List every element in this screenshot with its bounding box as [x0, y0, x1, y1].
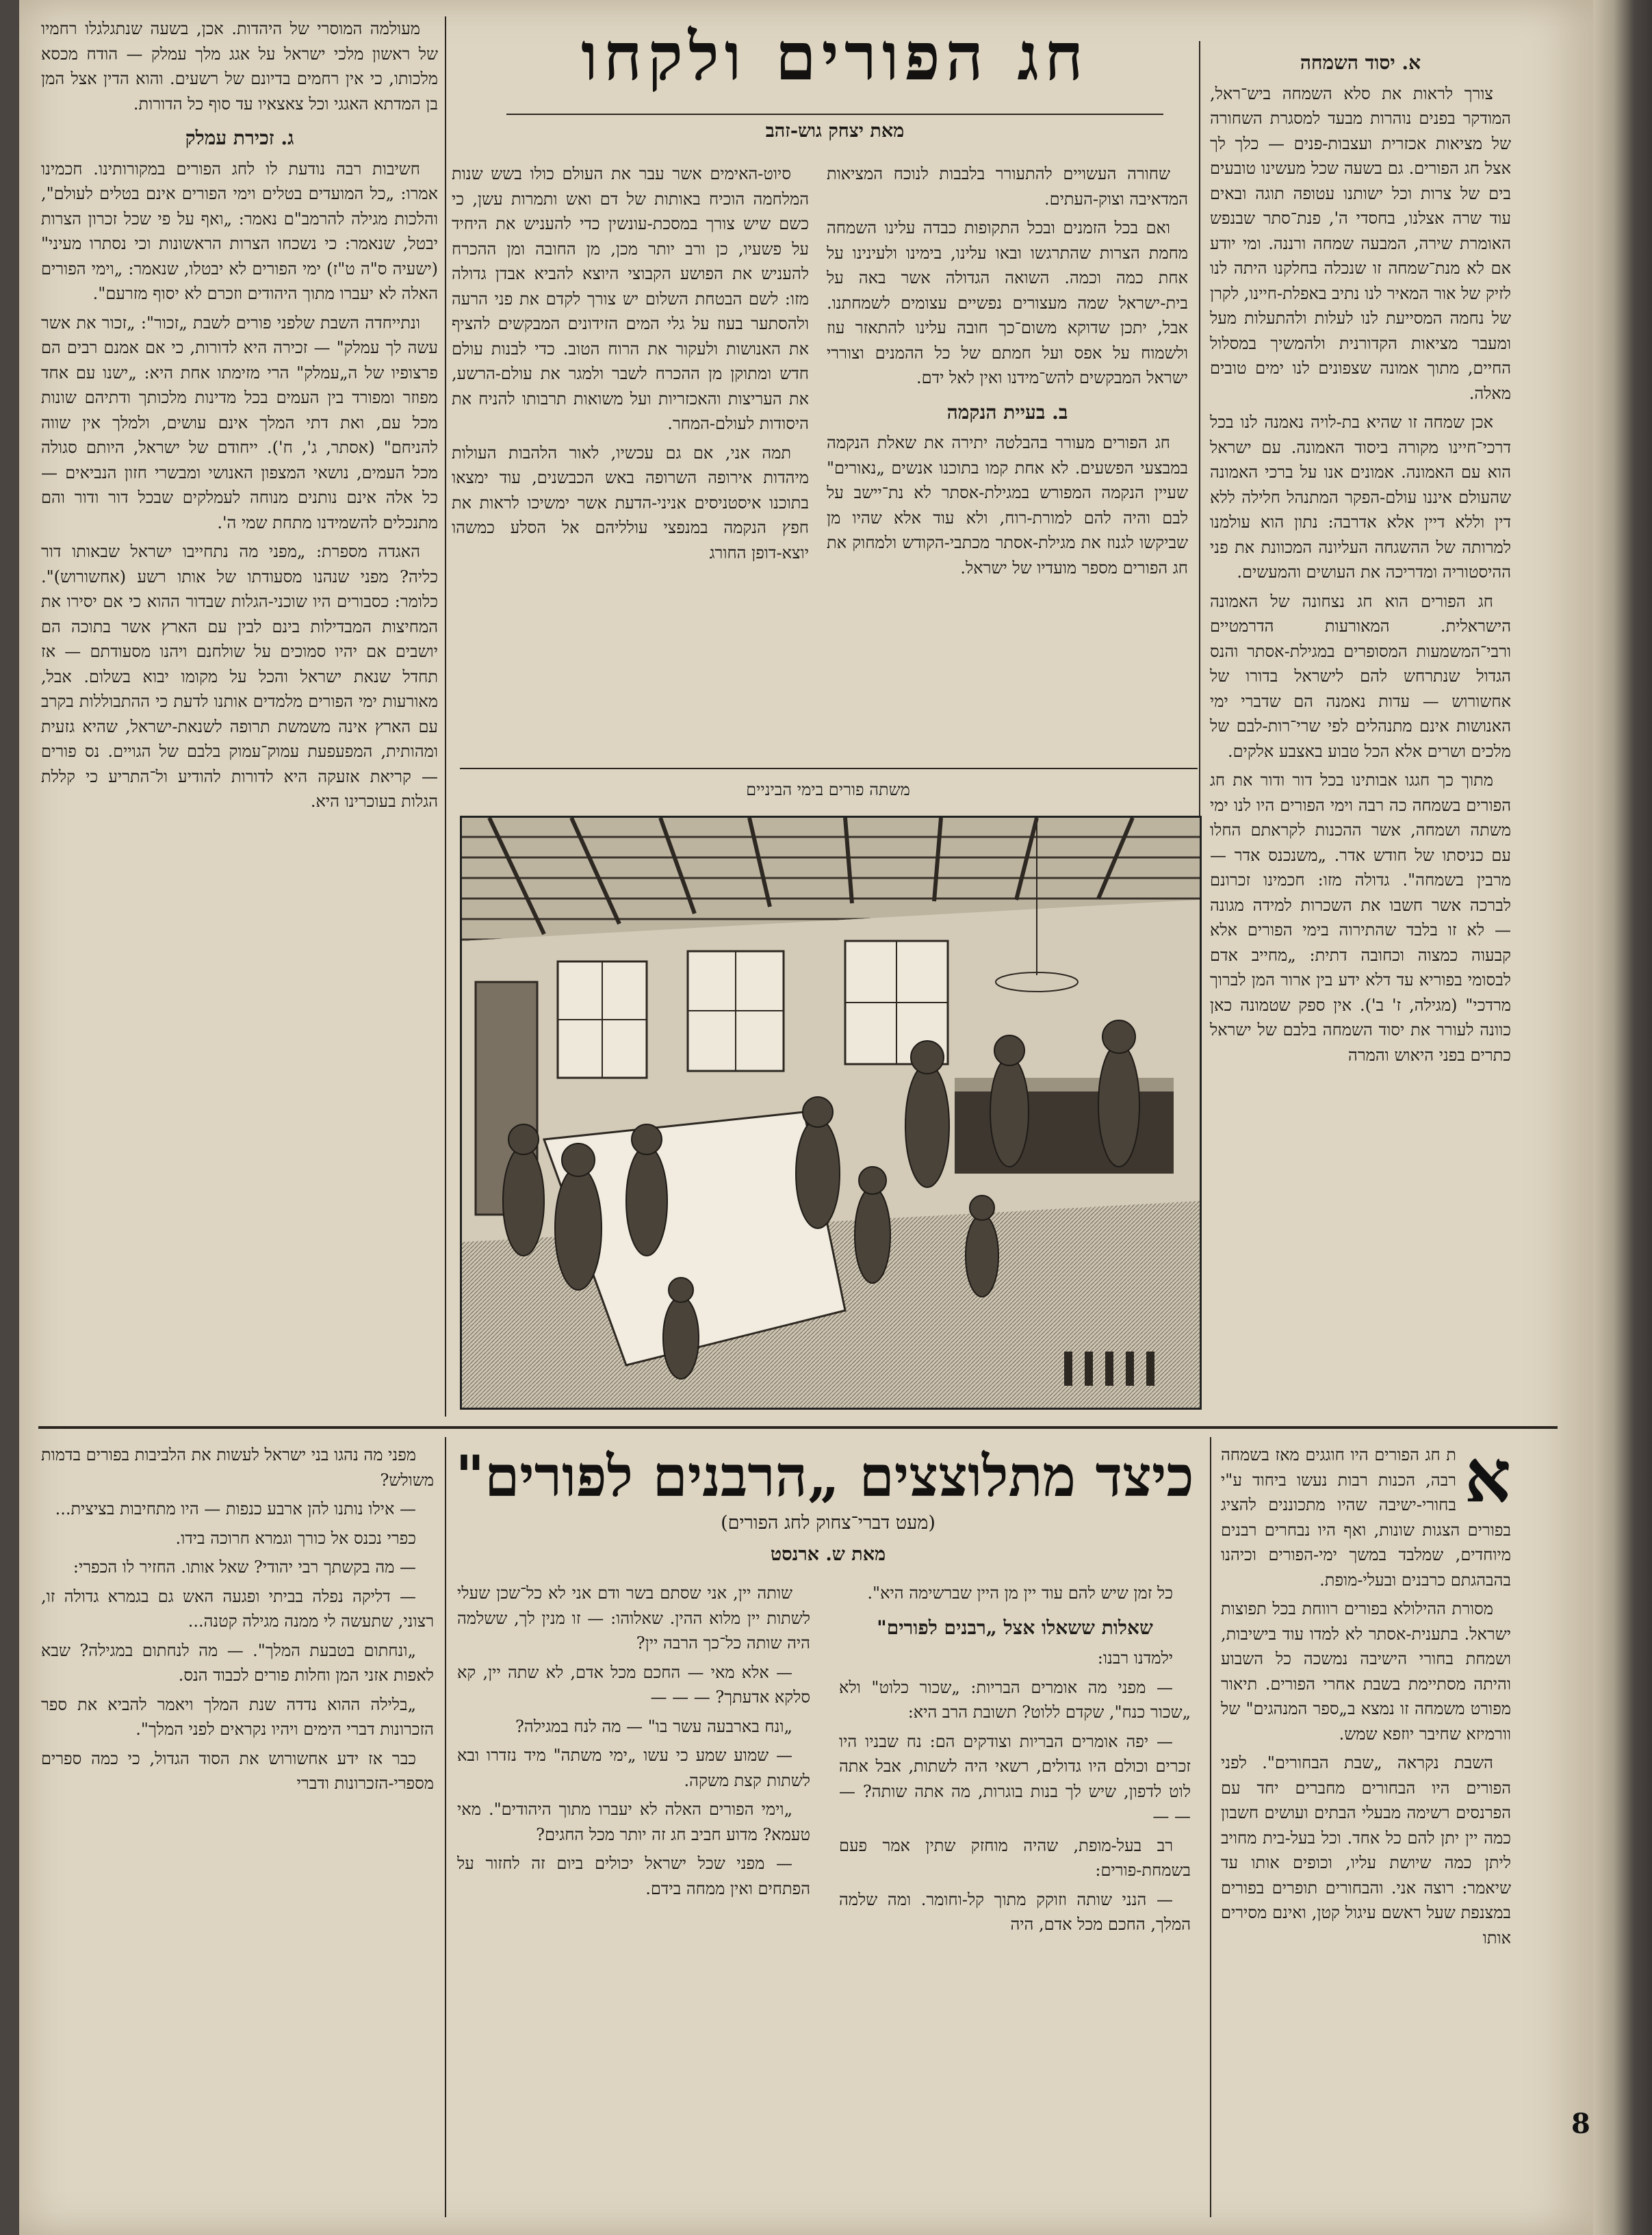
paragraph: רב בעל-מופת, שהיה מוחזק שתין אמר פעם בשמחת-פורים:: [839, 1835, 1191, 1880]
paragraph: „וימי הפורים האלה לא יעברו מתוך היהודים". מאי טעמא? מדוע חביב חג זה יותר מכל החגים?: [457, 1800, 810, 1844]
article2-byline: מאת ש. ארנסט: [770, 1544, 886, 1565]
paragraph: [1221, 1443, 1511, 1592]
paragraph: — אלא מאי — החכם מכל אדם, לא שתה יין, קא סלקא אדעתך? — — —: [457, 1662, 810, 1707]
paragraph: מעולמה המוסרי של היהדות. אכן, בשעה שנתגלגלו רחמיו של ראשון מלכי ישראל על אגג מלך עמלק — הודח מכסא מלכותו, כי אין רחמים בדיונם של רשעים. והוא הדין אצל המן בן המדתא האגגי וכל צאצאיו עד סוף כל הדורות.: [41, 19, 438, 114]
paragraph: „ונחתום בטבעת המלך". — מה לנחתום במגילה? שבא לאפות אזני המן וחלות פורים לכבוד הנס.: [41, 1640, 434, 1685]
paragraph: האגדה מספרת: „מפני מה נתחייבו ישראל שבאותו דור כליה? מפני שנהנו מסעודתו של אותו רשע (אחשורוש)". כלומר: כסבורים היו שוכני-הגלות שבדור ההוא כי אם יסירו את המחיצות המבדילות בינם לבין עם הארץ אשר בתוכה הם יושבים אם יהיו סמוכים על שולחנם ויהנו מסעודתם — אז תחדל שנאת ישראל והכל על מקומו יבוא בשלום. אבל, מאורעות ימי הפורים מלמדים אותנו לדעת כי ההתבוללות בקרב עם הארץ אינה משמשת תרופה לשנאת-ישראל, שהיא גזעית ומהותית, המפעפעת עמוק־עמוק בלבם של הגויים. נס פורים — קריאת אזעקה היא לדורות להודיע ול־התריע כי קללת הגלות בעוכרינו היא.: [41, 542, 438, 811]
paragraph: „בלילה ההוא נדדה שנת המלך ויאמר להביא את ספר הזכרונות דברי הימים ויהיו נקראים לפני המלך".: [41, 1694, 434, 1739]
paragraph: תמה אני, אם גם עכשיו, לאור הלהבות העולות מיהדות אירופה השרופה באש הכבשנים, עוד ימצאו בתוכנו איסטניסים אניני-הדעת אשר ימשיכו לראות את חפץ הנקמה במנפצי עולליהם אל הסלע כמשהו יוצא-דופן החורג: [452, 443, 809, 563]
article1-byline: מאת יצחק גוש-זהב: [765, 120, 905, 142]
paragraph: חג הפורים הוא חג נצחונה של האמונה הישראלית. המאורעות הדרמטיים ורבי־המשמעות המסופרים במגילת-אסתר והנס הגדול שנתרחש להם לישראל בדורו של אחשורוש — עדות נאמנה הם שדברי ימי האנושות אינם מתנהלים לפי שרי־רות-לבם של מלכים ושרים אלא הכל טבוע באצבע אלקים.: [1210, 591, 1511, 761]
page-edge: [1593, 0, 1652, 2235]
paragraph: ונתייחדה השבת שלפני פורים לשבת „זכור": „זכור את אשר עשה לך עמלק" — זכירה היא לדורות, כי אם אמנם רבים הם פרצופיו של ה„עמלק" הרי מזימתו אחת היא: „ישנו עם אחד מפוזר ומפורד בין העמים בכל מדינות מלכותך ודתיהם שונות מכל עם, ואת דתי המלך אינם עושים, ולמלך אין שווה להניחם" (אסתר, ג', ח'). ייחודם של ישראל, היותם סגולה מכל העמים, נושאי המצפון האנושי ומבשרי חזון הנביאים — כל אלה אינם נותנים מנוחה לעמלקים שבכל דור ודור והם מתנכלים להשמידנו מתחת שמי ה'.: [41, 313, 438, 532]
paragraph: מפני מה נהגו בני ישראל לעשות את הלביבות בפורים בדמות משולש?: [41, 1445, 434, 1490]
column-rule: [445, 16, 446, 1417]
article1-column-4: [41, 16, 438, 1417]
paragraph: כבר אז ידע אחשורוש את הסוד הגדול, כי כמה ספרים מספרי-הזכרונות ודברי: [41, 1748, 434, 1793]
paragraph: כפרי נכנס אל כורך וגמרא חרוכה בידו.: [175, 1528, 416, 1548]
paragraph: — מה בקשתך רבי יהודי? שאל אותו. החזיר לו הכפרי:: [73, 1558, 416, 1577]
paragraph: ילמדנו רבנו:: [1097, 1649, 1173, 1668]
paragraph: — דליקה נפלה בביתי ופגעה האש גם בגמרא גדולה זו, רצוני, שתעשה לי ממנה מגילה קטנה...: [41, 1586, 434, 1631]
paragraph: מתוך כך חגגו אבותינו בכל דור ודור את חג הפורים בשמחה כה רבה וימי הפורים היו לנו ימי משתה ושמחה, אשר ההכנות לקראתם החלו עם כניסתו של חודש אדר. „משנכנס אדר — מרבין בשמחה". גדולה מזו: חכמינו זכרונם לברכה אשר חשבו את השכרות למידה מגונה — לא זו בלבד שהתירוה בימי הפורים אלא קבעוה כמצוה וכחובה דתית: „מחייב אדם לבסומי בפוריא עד דלא ידע בין ארור המן לברוך מרדכי" (מגילה, ז' ב'). אין ספק שטמונה כאן כוונה לעורר את יסוד השמחה בלבם של ישראל כתרים בפני היאוש והמרה: [1210, 771, 1511, 1065]
paragraph: השבת נקראה „שבת הבחורים". לפני הפורים היו הבחורים מחברים יחד עם הפרנסים רשימה מבעלי הבתים ועושים חשבון כמה יין יתן להם כל אחד. וכל בעל-בית מחויב ליתן כמה שיושת עליו, וכופים אותו עד שיאמר: רוצה אני. והבחורים תופרים בפורים במצנפת שעל ראשם עיגול קטן, ואינם מסירים אותו: [1221, 1753, 1511, 1948]
article1-column-1: [1210, 41, 1511, 1410]
article1-byline-rule: [506, 114, 1163, 115]
paragraph-text: ת חג הפורים היו חוגגים מאז בשמחה רבה, הכנות רבות נעשו ביחוד ע"י בחורי-ישיבה שהיו מתכוננים להציג בפורים הצגות שונות, ואף היו נבחרים רבנים מיוחדים, שמלבד במשך ימי-הפורים וכיהנו בהבהגתם כרבנים ובעלי-מופת.: [1221, 1445, 1511, 1590]
paragraph: כל זמן שיש להם עוד יין מן היין שברשימה היא".: [867, 1584, 1173, 1603]
article2-title: כיצד מתלוצצים „הרבנים לפורים": [455, 1444, 1194, 1510]
paragraph: חג הפורים מעורר בהבלטה יתירה את שאלת הנקמה במבצעי הפשעים. לא אחת קמו בתוכנו אנשים „נאורים" שעיין הנקמה המפורש במגילת-אסתר לא נת־יישב על לבם והיה להם למורת-רוח, ולא עוד אלא שהיו מן שביקשו לגנוז את מגילת-אסתר מכתבי-הקודש ולמחוק את חג הפורים מספר מועדיו של ישראל.: [827, 433, 1188, 578]
image-top-rule: [460, 768, 1198, 769]
section-heading: שאלות ששאלו אצל „רבנים לפורים": [877, 1616, 1153, 1639]
column-rule: [445, 1437, 446, 2217]
paragraph: „ונח בארבעה עשר בו" — מה לנח במגילה?: [515, 1716, 792, 1736]
image-caption: משתה פורים בימי הביניים: [746, 780, 910, 799]
section-heading: ג. זכירת עמלק: [185, 127, 294, 149]
page-number: 8: [1571, 2108, 1590, 2140]
paragraph: — הנני שותה וזוקק מתוך קל-וחומר. ומה שלמה המלך, החכם מכל אדם, היה: [839, 1889, 1191, 1934]
paragraph: — יפה אומרים הבריות וצודקים הם: נח שבניו היו זכרים וכולם היו גדולים, רשאי היה לשתות, אבל אתה לוט לדפון, שיש לך בנות בוגרות, מה אתה שותה? — — —: [839, 1731, 1191, 1826]
article2-column-1: [1221, 1443, 1511, 2214]
section-heading: ב. בעיית הנקמה: [946, 400, 1068, 424]
paragraph: — מפני שכל ישראל יכולים ביום זה לחזור על הפתחים ואין ממחה בידם.: [457, 1854, 810, 1898]
article2-column-4: [41, 1443, 434, 2214]
paragraph: צורך לראות את סלא השמחה ביש־ראל, המודקר בפנים נוהרות מבעד למסגרת השחורה של מציאות אכזרית ועצבות-פנים — כלך לך אצל חג הפורים. גם בשעה שכל מעשינו טובעים בים של צרות וכל ישותנו עטופה תוגה ובאים עוד שרה אצלנו, בחסדי ה', פנת־סתר שבנפש האומרת שירה, המבעה שמחה ורננה. ומי יודע אם לא מנת־שמחה זו שנכלה בחלקנו היתה לנו לזיק של אור המאיר לנו נתיב באפלת-חיינו, לקרן של נחמה המסייעת לנו לעלות ולהתעלות מעל ומעבר מציאות הקדורנית ולהמשיך במסלול החיים, מתוך אמונה שצפונים לנו ימים טובים מאלה.: [1210, 83, 1511, 403]
article1-column-3: [452, 162, 809, 761]
paragraph: שחורה העשויים להתעורר בלבבות לנוכח המציאות המדאיבה וצוק-העתים.: [827, 164, 1188, 209]
article1-column-2: [827, 162, 1188, 761]
column-rule: [1210, 1437, 1211, 2217]
medieval-purim-feast-engraving: [460, 816, 1202, 1410]
paragraph: מסורת ההילולא בפורים רווחת בכל תפוצות ישראל. בתענית-אסתר לא למדו עוד בישיבות, ושמחת בחורי הישיבה נמשכה כל השבוע והיתה מסתיימת בשבת אחרי הפורים. תיאור מפורט משמחה זו נמצא ב„ספר המנהגים" של וורמיזא שחיבר יוזפא שמש.: [1221, 1599, 1511, 1744]
article2-column-2: [839, 1581, 1191, 2214]
paragraph: ואם בכל הזמנים ובכל התקופות כבדה עלינו השמחה מחמת הצרות שהתרגשו ובאו עלינו, בימינו ולעינינו על אחת כמה וכמה. השואה הגדולה אשר באה על בית-ישראל שמה מעצורים נפשיים עצומים לשמחתנו. אבל, יתכן שדוקא משום־כך חובה עלינו להתאזר עוז ולשמוח על אפס ועל חמתם של כל ההמנים וצוררי ישראל המבקשים להש־מידנו ואין לאל ידם.: [827, 218, 1188, 387]
paragraph: — מפני מה אומרים הבריות: „שכור כלוט" ולא „שכור כנח", שקדם ללוט? תשובת הרב היא:: [839, 1677, 1191, 1722]
paragraph: חשיבות רבה נודעת לו לחג הפורים במקורותינו. חכמינו אמרו: „כל המועדים בטלים וימי הפורים אינם בטלים לעולם", והלכות מגילה להרמב"ם נאמר: „ואף על פי שכל זכרון הצרות יבטל, שנאמר: כי נשכחו הצרות הראשונות וכי נסתרו מעיני" (ישעיה ס"ה ט"ז) ימי הפורים לא יבטלו, שנאמר: „וימי הפורים האלה לא יעברו מתוך היהודים וזכרם לא יסוף מזרעם".: [41, 159, 438, 303]
article2-subtitle: (מעט דברי־צחוק לחג הפורים): [721, 1512, 935, 1534]
article-divider-rule: [38, 1426, 1558, 1429]
paragraph: שותה יין, אני שסתם בשר ודם אני לא כל־שכן שעלי לשתות יין מלוא ההין. שאלוהו: — זו מנין לך, ששלמה היה שותה כל־כך הרבה יין?: [457, 1584, 810, 1653]
drop-cap: א: [1464, 1443, 1511, 1519]
paragraph: — שמוע שמע כי עשו „ימי משתה" מיד נזדרו ובא לשתות קצת משקה.: [457, 1746, 810, 1790]
article2-column-3: [457, 1581, 810, 2214]
paragraph: — אילו נותנו להן ארבע כנפות — היו מתחיבות בציצית...: [55, 1499, 416, 1519]
article1-title: חג הפורים ולקחו: [581, 18, 1089, 95]
paragraph: סיוט-האימים אשר עבר את העולם כולו בשש שנות המלחמה הוכיח באותות של דם ואש ותמרות עשן, כי כשם שיש צורך במסכת-עונשין כדי להעניש את היחיד על פשעיו, כן ורב יותר מכן, מן החובה ומן ההכרח להעניש את הפושע הקבוצי היוצא להביא אבדן גדולה מזו: לשם הבטחת השלום יש צורך לקדם את פני הרעה ולהסתער בעוז על גלי המים הזידונים המבקשים להציף את האנושות ולעקור את הרוח הטוב. כדי לבנות עולם חדש ומתוקן מן ההכרח לשבר ולמגר את עולם-הרשע, את העריצות והאכזריות ועל משואות תרבותו להניח את היסודות לעולם-המחר.: [452, 164, 809, 433]
section-heading: א. יסוד השמחה: [1300, 51, 1421, 74]
paragraph: אכן שמחה זו שהיא בת-לויה נאמנה לנו בכל דרכי־חיינו מקורה ביסוד האמונה. עם ישראל הוא עם האמונה. אמונים אנו על ברכי האמונה שהעולם איננו עולם-הפקר המתנהל חלילה ללא דין וללא דיין אלא אדרבה: נתון הוא עולמנו למרותה של ההשגחה העליונה המכוונת את פני ההיסטוריה ומדריכה את העושים והמעשים.: [1210, 413, 1511, 582]
